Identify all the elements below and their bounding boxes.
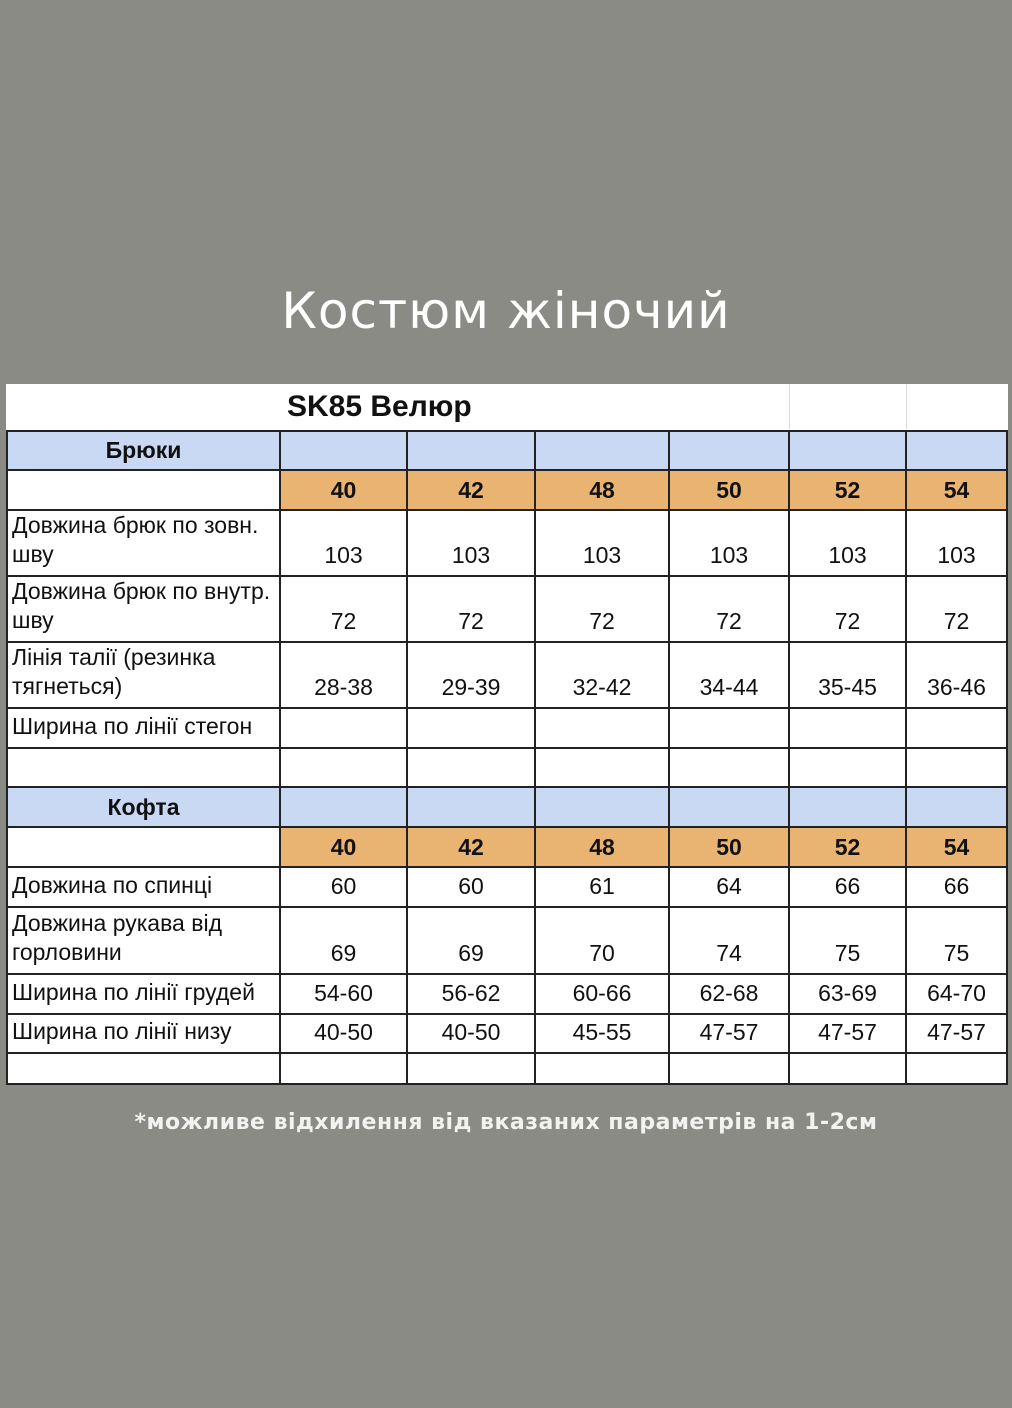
blank-row (7, 748, 1007, 787)
measurement-label: Довжина по спинці (7, 867, 280, 907)
measurement-value: 66 (789, 867, 906, 907)
empty-cell (789, 1053, 906, 1084)
empty-cell (280, 787, 407, 827)
measurement-value: 63-69 (789, 974, 906, 1014)
empty-cell (789, 787, 906, 827)
measurement-label: Лінія талії (резинка тягнеться) (7, 642, 280, 708)
measurement-value: 103 (407, 510, 535, 576)
measurement-value: 45-55 (535, 1014, 669, 1053)
size-header: 48 (535, 827, 669, 867)
measurement-value: 47-57 (669, 1014, 789, 1053)
size-header: 42 (407, 827, 535, 867)
size-header: 52 (789, 470, 906, 510)
measurement-value: 103 (280, 510, 407, 576)
measurement-label: Ширина по лінії низу (7, 1014, 280, 1053)
empty-cell (906, 787, 1007, 827)
measurement-value: 72 (535, 576, 669, 642)
measurement-value: 64-70 (906, 974, 1007, 1014)
empty-cell (789, 431, 906, 470)
measurement-value: 72 (789, 576, 906, 642)
empty-cell (906, 431, 1007, 470)
measurement-value: 60-66 (535, 974, 669, 1014)
measurement-value (407, 708, 535, 748)
measurement-row (7, 907, 1007, 974)
size-header-row (7, 470, 1007, 510)
empty-cell (280, 748, 407, 787)
section-header-row (7, 787, 1007, 827)
size-header: 52 (789, 827, 906, 867)
measurement-value (280, 708, 407, 748)
measurement-value: 47-57 (789, 1014, 906, 1053)
measurement-value (535, 708, 669, 748)
measurement-value: 75 (789, 907, 906, 974)
measurement-value (906, 708, 1007, 748)
measurement-row (7, 1014, 1007, 1053)
empty-cell (535, 431, 669, 470)
size-header-row (7, 827, 1007, 867)
measurement-value: 66 (906, 867, 1007, 907)
measurement-value: 36-46 (906, 642, 1007, 708)
measurement-value: 61 (535, 867, 669, 907)
empty-cell (669, 1053, 789, 1084)
measurement-value: 72 (407, 576, 535, 642)
empty-cell (789, 384, 906, 431)
measurement-row (7, 974, 1007, 1014)
empty-cell (407, 431, 535, 470)
size-header: 54 (906, 470, 1007, 510)
size-header: 50 (669, 827, 789, 867)
measurement-row (7, 708, 1007, 748)
size-header: 40 (280, 470, 407, 510)
empty-cell (280, 431, 407, 470)
measurement-value (789, 708, 906, 748)
measurement-value: 75 (906, 907, 1007, 974)
section-label: Кофта (7, 787, 280, 827)
measurement-value: 72 (906, 576, 1007, 642)
empty-cell (7, 748, 280, 787)
measurement-value: 103 (535, 510, 669, 576)
measurement-value: 54-60 (280, 974, 407, 1014)
blank-row (7, 1053, 1007, 1084)
table-title: SK85 Велюр (7, 384, 789, 431)
empty-cell (535, 748, 669, 787)
measurement-value: 29-39 (407, 642, 535, 708)
size-header: 42 (407, 470, 535, 510)
empty-cell (7, 827, 280, 867)
measurement-value: 103 (789, 510, 906, 576)
measurement-value: 62-68 (669, 974, 789, 1014)
measurement-row (7, 867, 1007, 907)
empty-cell (535, 787, 669, 827)
empty-cell (407, 1053, 535, 1084)
empty-cell (535, 1053, 669, 1084)
measurement-value: 74 (669, 907, 789, 974)
measurement-label: Довжина брюк по внутр. шву (7, 576, 280, 642)
empty-cell (407, 787, 535, 827)
measurement-value: 40-50 (280, 1014, 407, 1053)
size-header: 48 (535, 470, 669, 510)
empty-cell (789, 748, 906, 787)
section-label: Брюки (7, 431, 280, 470)
size-chart-table (6, 384, 1008, 1085)
empty-cell (669, 748, 789, 787)
measurement-row (7, 510, 1007, 576)
measurement-value: 69 (407, 907, 535, 974)
measurement-value: 70 (535, 907, 669, 974)
measurement-value: 72 (669, 576, 789, 642)
empty-cell (669, 431, 789, 470)
empty-cell (280, 1053, 407, 1084)
empty-cell (407, 748, 535, 787)
measurement-value: 34-44 (669, 642, 789, 708)
size-header: 40 (280, 827, 407, 867)
size-header: 54 (906, 827, 1007, 867)
measurement-value: 28-38 (280, 642, 407, 708)
measurement-label: Ширина по лінії стегон (7, 708, 280, 748)
measurement-value (669, 708, 789, 748)
measurement-value: 40-50 (407, 1014, 535, 1053)
measurement-value: 47-57 (906, 1014, 1007, 1053)
section-header-row (7, 431, 1007, 470)
measurement-value: 103 (906, 510, 1007, 576)
measurement-value: 32-42 (535, 642, 669, 708)
empty-cell (906, 1053, 1007, 1084)
measurement-value: 60 (280, 867, 407, 907)
footnote: *можливе відхилення від вказаних параметрів на 1-2см (134, 1110, 878, 1135)
empty-cell (669, 787, 789, 827)
measurement-value: 103 (669, 510, 789, 576)
size-header: 50 (669, 470, 789, 510)
measurement-label: Довжина брюк по зовн. шву (7, 510, 280, 576)
measurement-value: 64 (669, 867, 789, 907)
measurement-row (7, 576, 1007, 642)
empty-cell (906, 748, 1007, 787)
measurement-value: 35-45 (789, 642, 906, 708)
measurement-label: Ширина по лінії грудей (7, 974, 280, 1014)
table-title-row (7, 384, 1007, 431)
empty-cell (7, 470, 280, 510)
measurement-value: 56-62 (407, 974, 535, 1014)
measurement-row (7, 642, 1007, 708)
measurement-value: 60 (407, 867, 535, 907)
measurement-value: 72 (280, 576, 407, 642)
page-title: Костюм жіночий (281, 282, 731, 340)
measurement-label: Довжина рукава від горловини (7, 907, 280, 974)
empty-cell (906, 384, 1007, 431)
empty-cell (7, 1053, 280, 1084)
measurement-value: 69 (280, 907, 407, 974)
